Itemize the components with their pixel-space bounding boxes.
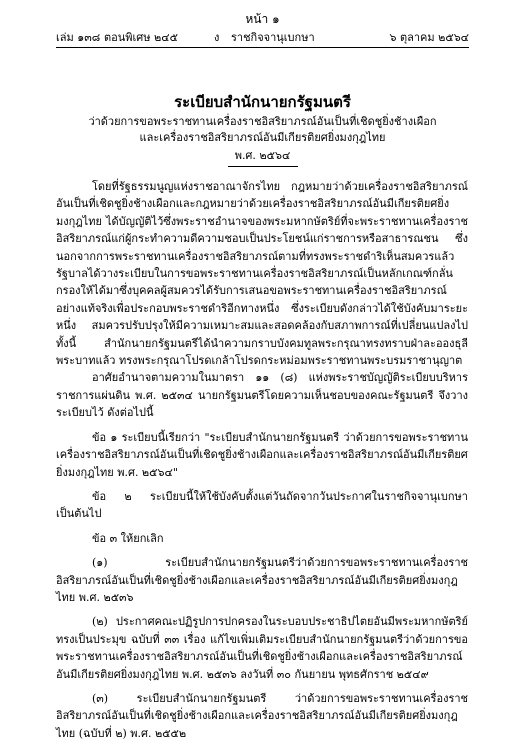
preamble-paragraph: โดยที่รัฐธรรมนูญแห่งราชอาณาจักรไทย กฎหมายว่าด้วยเครื่องราชอิสริยาภรณ์อันเป็นที่เชิดชูยิ่งช้างเผือกและกฎหมายว่าด้วยเครื่องราชอิสริยาภรณ์อันมีเกียรติยศยิ่งมงกุฎไทย ได้บัญญัติไว้ซึ่งพระราชอำนาจของพระมหากษัตริย์ที่จะพระราชทานเครื่องราชอิสริยาภรณ์แก่ผู้กระทำความดีความชอบเป็นประโยชน์แก่ราชการหรือสาธารณชน ซึ่งนอกจากการพระราชทานเครื่องราชอิสริยาภรณ์ตามที่ทรงพระราชดำริเห็นสมควรแล้ว รัฐบาลได้วางระเบียบในการขอพระราชทานเครื่องราชอิสริยาภรณ์เป็นหลักเกณฑ์กลั่นกรองให้ได้มาซึ่งบุคคลผู้สมควรได้รับการเสนอขอพระราชทานเครื่องราชอิสริยาภรณ์อย่างแท้จริงเพื่อประกอบพระราชดำริอีกทางหนึ่ง ซึ่งระเบียบดังกล่าวได้ใช้บังคับมาระยะหนึ่ง สมควรปรับปรุงให้มีความเหมาะสมและสอดคล้องกับสภาพการณ์ที่เปลี่ยนแปลงไป ทั้งนี้ สำนักนายกรัฐมนตรีได้นำความกราบบังคมทูลพระกรุณาทรงทราบฝ่าละอองธุลีพระบาทแล้ว ทรงพระกรุณาโปรดเกล้าโปรดกระหม่อมพระราชทานพระบรมราชานุญาต [56, 180, 468, 368]
header-issue: ตอนพิเศษ ๒๔๕ [104, 31, 178, 44]
clause-2: ข้อ ๒ ระเบียบนี้ให้ใช้บังคับตั้งแต่วันถัดจากวันประกาศในราชกิจจานุเบกษาเป็นต้นไป [56, 489, 468, 521]
header-section: ง [214, 31, 220, 44]
title-divider [228, 166, 298, 167]
page-number: หน้า ๑ [245, 12, 280, 26]
clause-3-item-3: (๓) ระเบียบสำนักนายกรัฐมนตรี ว่าด้วยการขอพระราชทานเครื่องราชอิสริยาภรณ์อันเป็นที่เชิดชูยิ่งช้างเผือกและเครื่องราชอิสริยาภรณ์อันมีเกียรติยศยิ่งมงกุฎไทย (ฉบับที่ ๒) พ.ศ. ๒๕๕๒ [56, 691, 468, 740]
header-rule [56, 47, 469, 48]
document-title: ระเบียบสำนักนายกรัฐมนตรี [174, 93, 351, 111]
header-volume: เล่ม ๑๓๘ [56, 31, 101, 44]
clause-3-item-2: (๒) ประกาศคณะปฏิรูปการปกครองในระบอบประชาธิปไตยอันมีพระมหากษัตริย์ทรงเป็นประมุข ฉบับที่ ๓๓ เรื่อง แก้ไขเพิ่มเติมระเบียบสำนักนายกรัฐมนตรีว่าด้วยการขอพระราชทานเครื่องราชอิสริยาภรณ์อันเป็นที่เชิดชูยิ่งช้างเผือกและเครื่องราชอิสริยาภรณ์อันมีเกียรติยศยิ่งมงกุฎไทย พ.ศ. ๒๕๓๖ ลงวันที่ ๓๐ กันยายน พุทธศักราช ๒๕๔๙ [56, 615, 468, 681]
header-gazette-name: ราชกิจจานุเบกษา [231, 31, 315, 44]
clause-1: ข้อ ๑ ระเบียบนี้เรียกว่า "ระเบียบสำนักนายกรัฐมนตรี ว่าด้วยการขอพระราชทานเครื่องราชอิสริยาภรณ์อันเป็นที่เชิดชูยิ่งช้างเผือกและเครื่องราชอิสริยาภรณ์อันมีเกียรติยศยิ่งมงกุฎไทย พ.ศ. ๒๕๖๔" [56, 430, 468, 479]
clause-3: ข้อ ๓ ให้ยกเลิก [92, 531, 164, 545]
document-body [56, 178, 468, 742]
document-year: พ.ศ. ๒๕๖๔ [234, 149, 291, 162]
header-date: ๖ ตุลาคม ๒๕๖๔ [389, 31, 469, 44]
document-subtitle-line-2: และเครื่องราชอิสริยาภรณ์อันมีเกียรติยศยิ่งมงกุฎไทย [139, 131, 386, 144]
gazette-header [56, 28, 469, 46]
document-subtitle-line-1: ว่าด้วยการขอพระราชทานเครื่องราชอิสริยาภรณ์อันเป็นที่เชิดชูยิ่งช้างเผือก [88, 115, 437, 128]
authority-paragraph: อาศัยอำนาจตามความในมาตรา ๑๑ (๘) แห่งพระราชบัญญัติระเบียบบริหารราชการแผ่นดิน พ.ศ. ๒๕๓๔ นายกรัฐมนตรีโดยความเห็นชอบของคณะรัฐมนตรี จึงวางระเบียบไว้ ดังต่อไปนี้ [56, 371, 468, 420]
clause-3-item-1: (๑) ระเบียบสำนักนายกรัฐมนตรีว่าด้วยการขอพระราชทานเครื่องราชอิสริยาภรณ์อันเป็นที่เชิดชูยิ่งช้างเผือกและเครื่องราชอิสริยาภรณ์อันมีเกียรติยศยิ่งมงกุฎไทย พ.ศ. ๒๕๓๖ [56, 556, 468, 604]
